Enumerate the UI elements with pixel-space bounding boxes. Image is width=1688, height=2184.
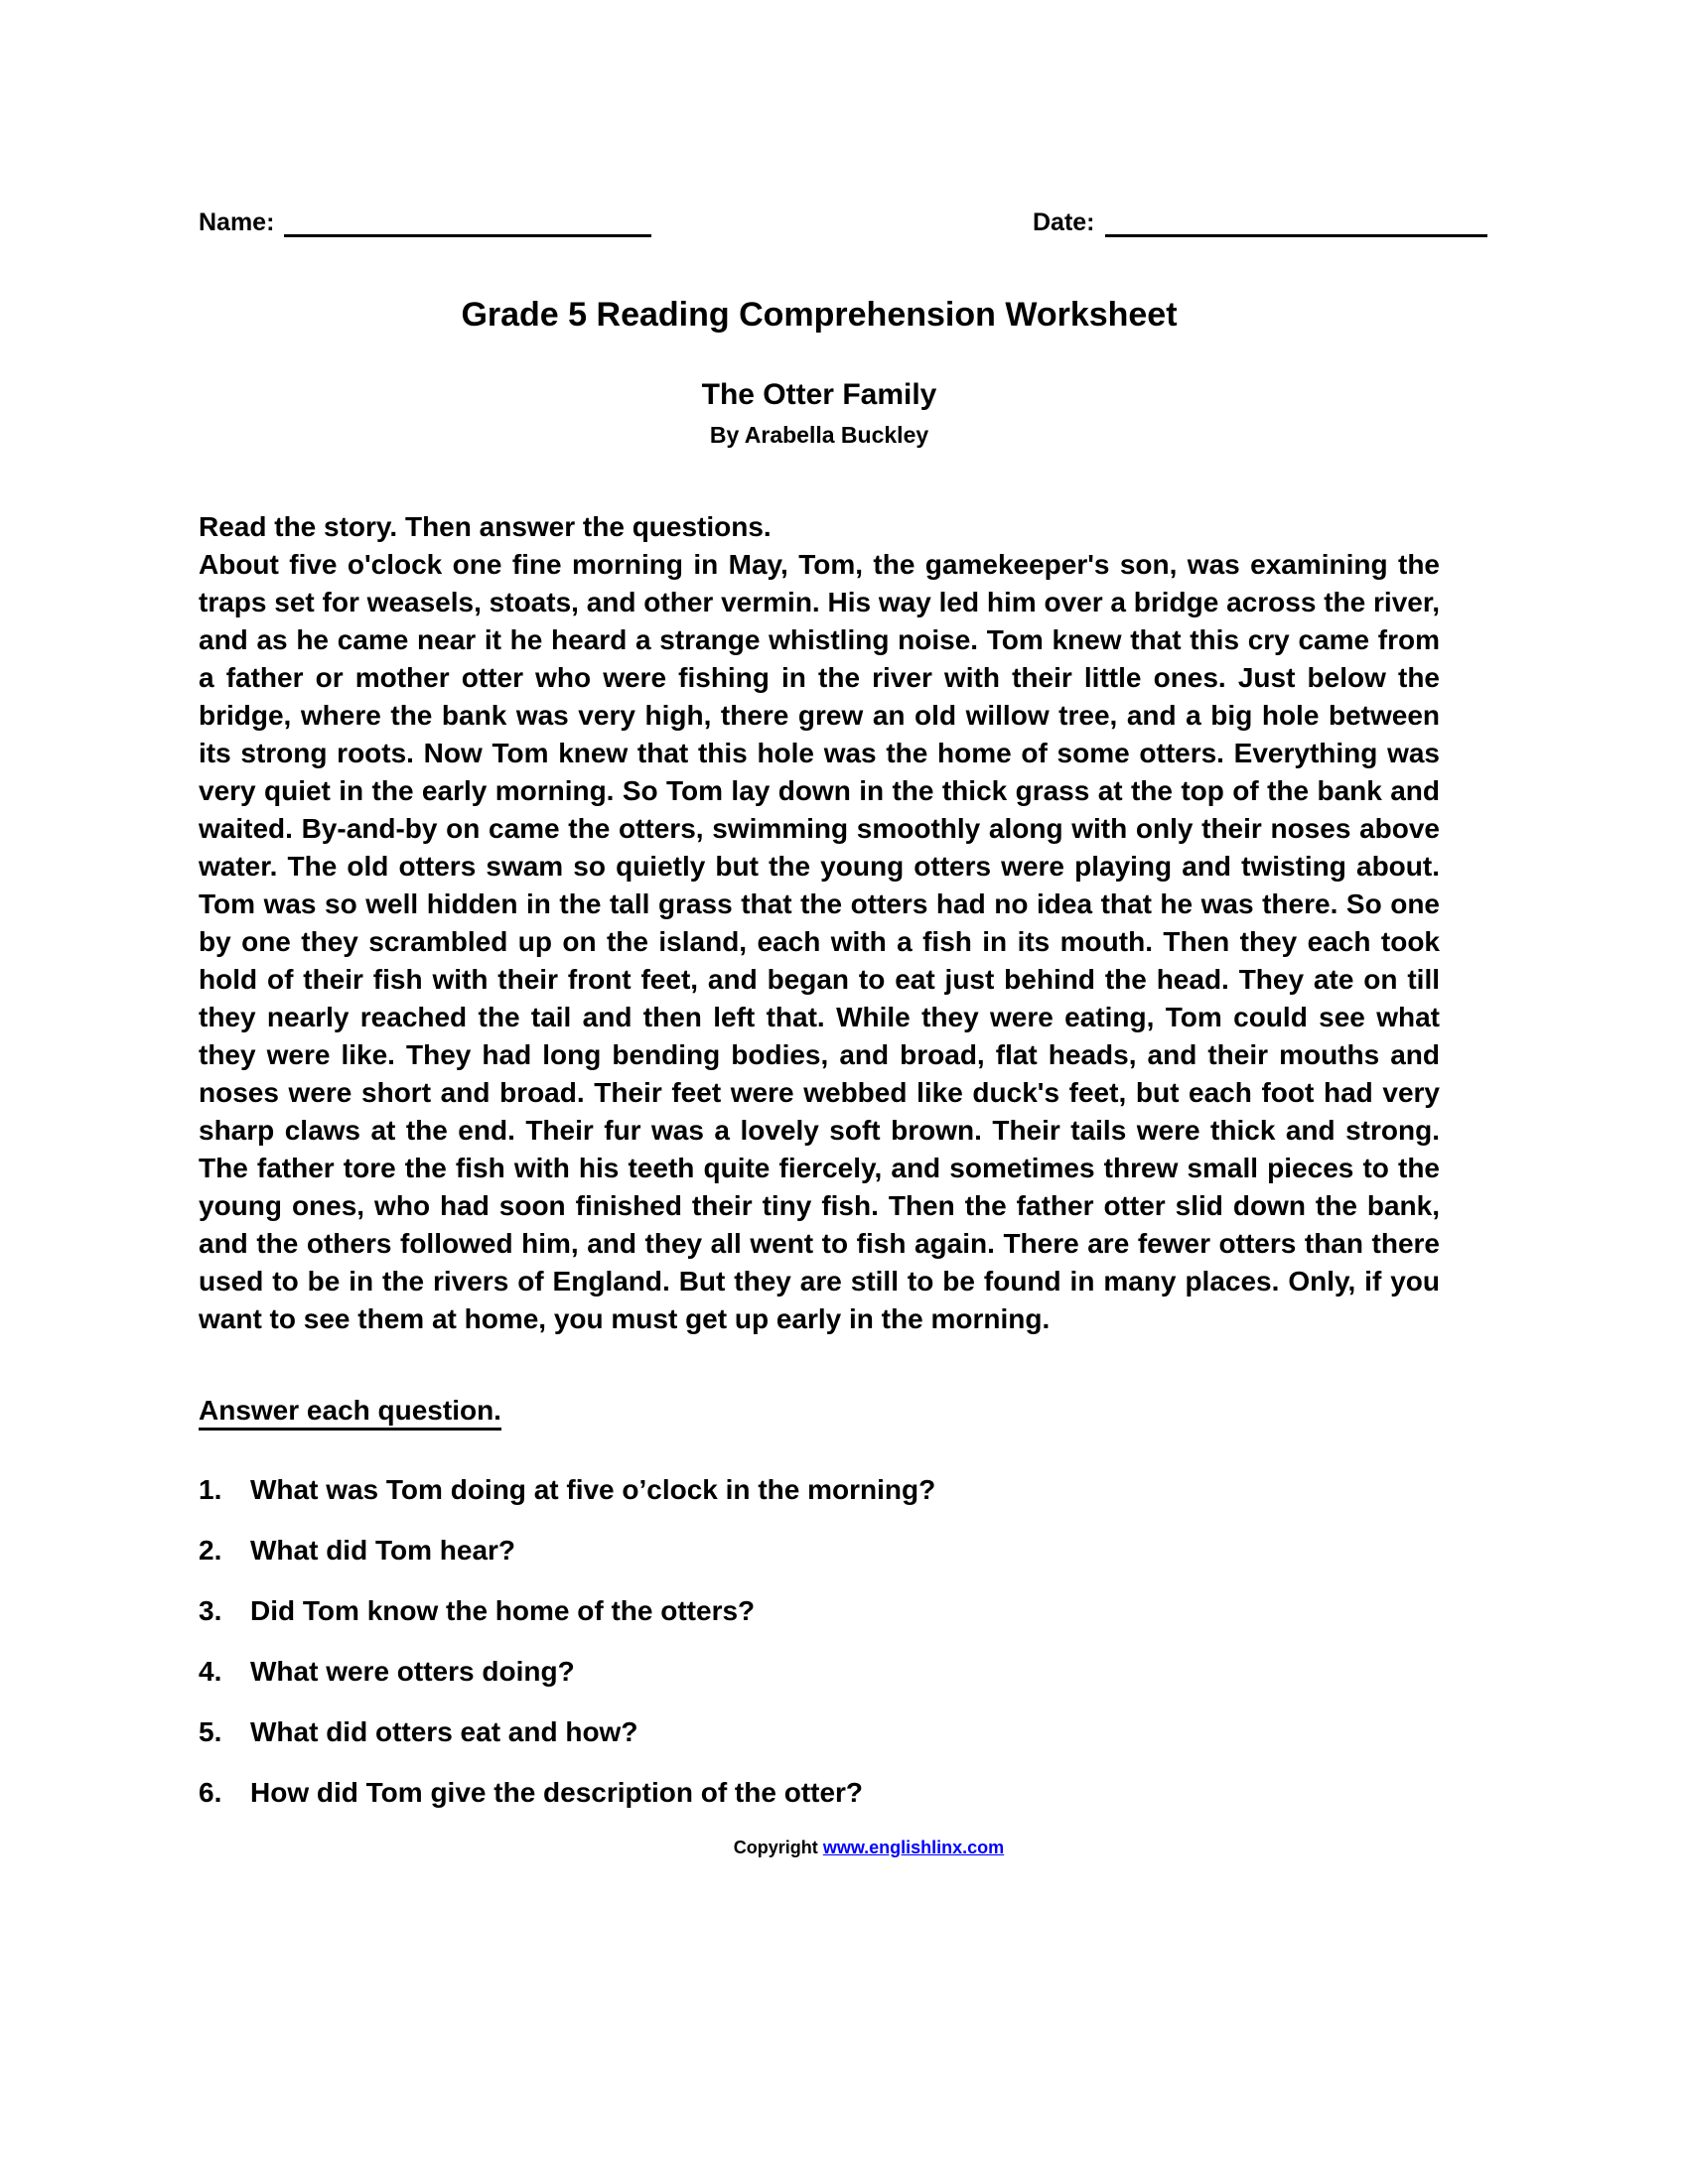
- question-item: [199, 1473, 1440, 1507]
- name-blank-line[interactable]: [284, 204, 651, 237]
- header-row: [199, 204, 1440, 245]
- question-text: What did Tom hear?: [250, 1535, 516, 1566]
- name-label: Name:: [199, 208, 275, 236]
- story-byline: By Arabella Buckley: [709, 422, 929, 448]
- question-item: [199, 1594, 1440, 1628]
- answer-section-heading: Answer each question.: [199, 1394, 1440, 1428]
- question-number: 3.: [199, 1595, 222, 1626]
- story-title: The Otter Family: [701, 378, 937, 411]
- question-number: 5.: [199, 1716, 222, 1747]
- date-field-group: [1033, 204, 1487, 237]
- question-list: [199, 1473, 1440, 1810]
- worksheet-title: Grade 5 Reading Comprehension Worksheet: [461, 296, 1178, 334]
- copyright-line: [248, 1837, 1489, 1858]
- date-label: Date:: [1033, 208, 1095, 236]
- question-text: What were otters doing?: [250, 1656, 575, 1687]
- question-text: What was Tom doing at five o’clock in the morning?: [250, 1474, 936, 1505]
- question-number: 1.: [199, 1474, 222, 1505]
- question-item: [199, 1715, 1440, 1749]
- question-number: 2.: [199, 1535, 222, 1566]
- copyright-label: Copyright: [733, 1838, 818, 1857]
- question-item: [199, 1655, 1440, 1689]
- date-blank-line[interactable]: [1105, 204, 1487, 237]
- question-number: 4.: [199, 1656, 222, 1687]
- question-item: [199, 1776, 1440, 1810]
- story-instructions: Read the story. Then answer the questions.: [199, 511, 772, 542]
- question-number: 6.: [199, 1777, 222, 1808]
- story-text: About five o'clock one fine morning in May, Tom, the gamekeeper's son, was examining the traps set for weasels, stoats, and other vermin. His way led him over a bridge across the river, and as he came near it he heard a strange whistling noise. Tom knew that this cry came from a father or mother otter who were fishing in the river with their little ones. Just below the bridge, where the bank was very high, there grew an old willow tree, and a big hole between its strong roots. Now Tom knew that this hole was the home of some otters. Everything was very quiet in the early morning. So Tom lay down in the thick grass at the top of the bank and waited. By-and-by on came the otters, swimming smoothly along with only their noses above water. The old otters swam so quietly but the young otters were playing and twisting about. Tom was so well hidden in the tall grass that the otters had no idea that he was there. So one by one they scrambled up on the island, each with a fish in its mouth. Then they each took hold of their fish with their front feet, and began to eat just behind the head. They ate on till they nearly reached the tail and then left that. While they were eating, Tom could see what they were like. They had long bending bodies, and broad, flat heads, and their mouths and noses were short and broad. Their feet were webbed like duck's feet, but each foot had very sharp claws at the end. Their fur was a lovely soft brown. Their tails were thick and strong. The father tore the fish with his teeth quite fiercely, and sometimes threw small pieces to the young ones, who had soon finished their tiny fish. Then the father otter slid down the bank, and the others followed him, and they all went to fish again. There are fewer otters than there used to be in the rivers of England. But they are still to be found in many places. Only, if you want to see them at home, you must get up early in the morning.: [199, 549, 1440, 1334]
- question-text: How did Tom give the description of the otter?: [250, 1777, 864, 1808]
- question-text: What did otters eat and how?: [250, 1716, 638, 1747]
- copyright-link[interactable]: www.englishlinx.com: [822, 1838, 1005, 1857]
- question-item: [199, 1534, 1440, 1568]
- name-field-group: [199, 204, 651, 237]
- question-text: Did Tom know the home of the otters?: [250, 1595, 756, 1626]
